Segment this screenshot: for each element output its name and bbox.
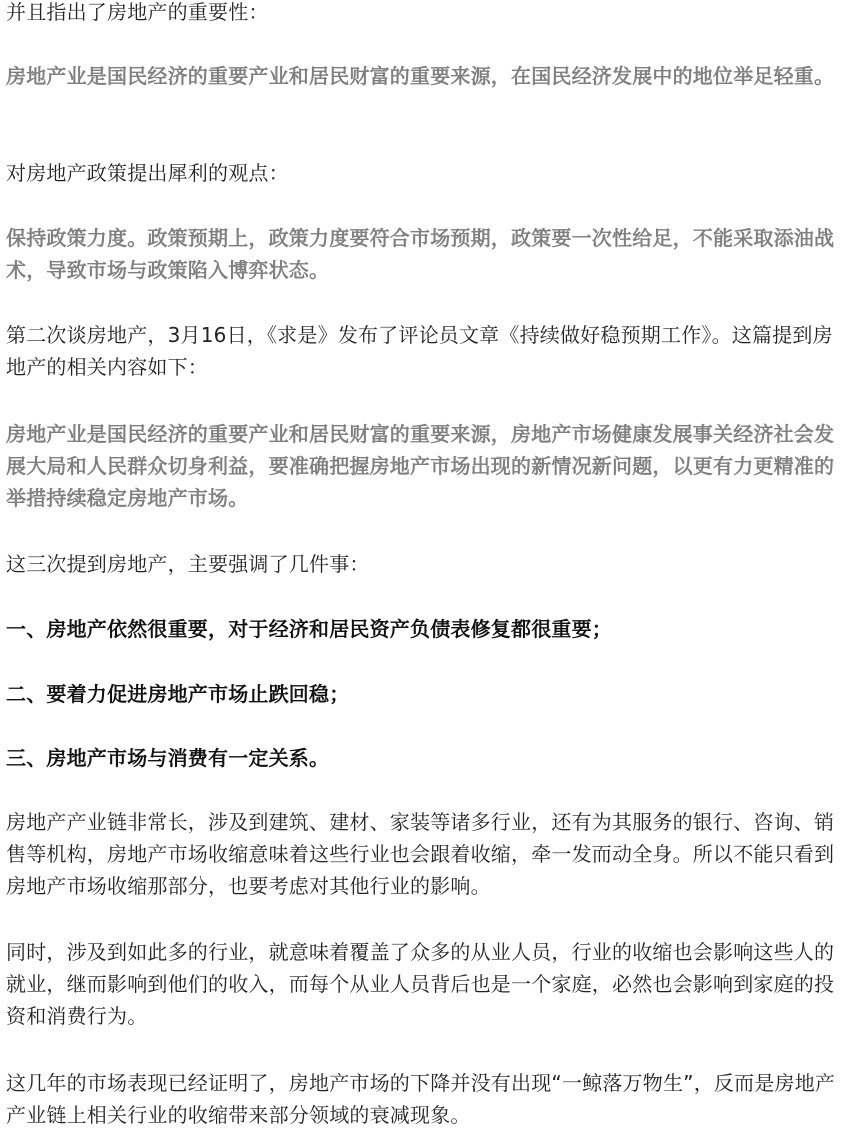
point-one: 一、房地产依然很重要，对于经济和居民资产负债表修复都很重要； <box>6 617 612 641</box>
point-two: 二、要着力促进房地产市场止跌回稳； <box>6 682 350 706</box>
quote-policy: 保持政策力度。政策预期上，政策力度要符合市场预期，政策要一次性给足，不能采取添油战术，导致市场与政策陷入博弈状态。 <box>6 226 835 282</box>
paragraph-summary-intro: 这三次提到房地产，主要强调了几件事： <box>6 552 370 576</box>
quote-importance: 房地产业是国民经济的重要产业和居民财富的重要来源，在国民经济发展中的地位举足轻重。 <box>6 64 835 88</box>
point-three: 三、房地产市场与消费有一定关系。 <box>6 746 330 770</box>
paragraph-market-performance: 这几年的市场表现已经证明了，房地产市场的下降并没有出现“一鲸落万物生”，反而是房地产产业链上相关行业的收缩带来部分领域的衰减现象。 <box>6 1071 836 1127</box>
paragraph-employment: 同时，涉及到如此多的行业，就意味着覆盖了众多的从业人员，行业的收缩也会影响这些人的就业，继而影响到他们的收入，而每个从业人员背后也是一个家庭，必然也会影响到家庭的投资和消费行为。 <box>6 940 835 1028</box>
paragraph-intro-importance: 并且指出了房地产的重要性： <box>6 0 269 24</box>
paragraph-second-mention: 第二次谈房地产，3月16日，《求是》发布了评论员文章《持续做好稳预期工作》。这篇提到房地产的相关内容如下： <box>6 323 833 379</box>
paragraph-industry-chain: 房地产产业链非常长，涉及到建筑、建材、家装等诸多行业，还有为其服务的银行、咨询、销售等机构，房地产市场收缩意味着这些行业也会跟着收缩，牵一发而动全身。所以不能只看到房地产市场收缩那部分，也要考虑对其他行业的影响。 <box>6 810 835 898</box>
quote-qiushi: 房地产业是国民经济的重要产业和居民财富的重要来源，房地产市场健康发展事关经济社会发展大局和人民群众切身利益，要准确把握房地产市场出现的新情况新问题，以更有力更精准的举措持续稳定房地产市场。 <box>6 422 835 510</box>
paragraph-intro-policy: 对房地产政策提出犀利的观点： <box>6 161 289 185</box>
